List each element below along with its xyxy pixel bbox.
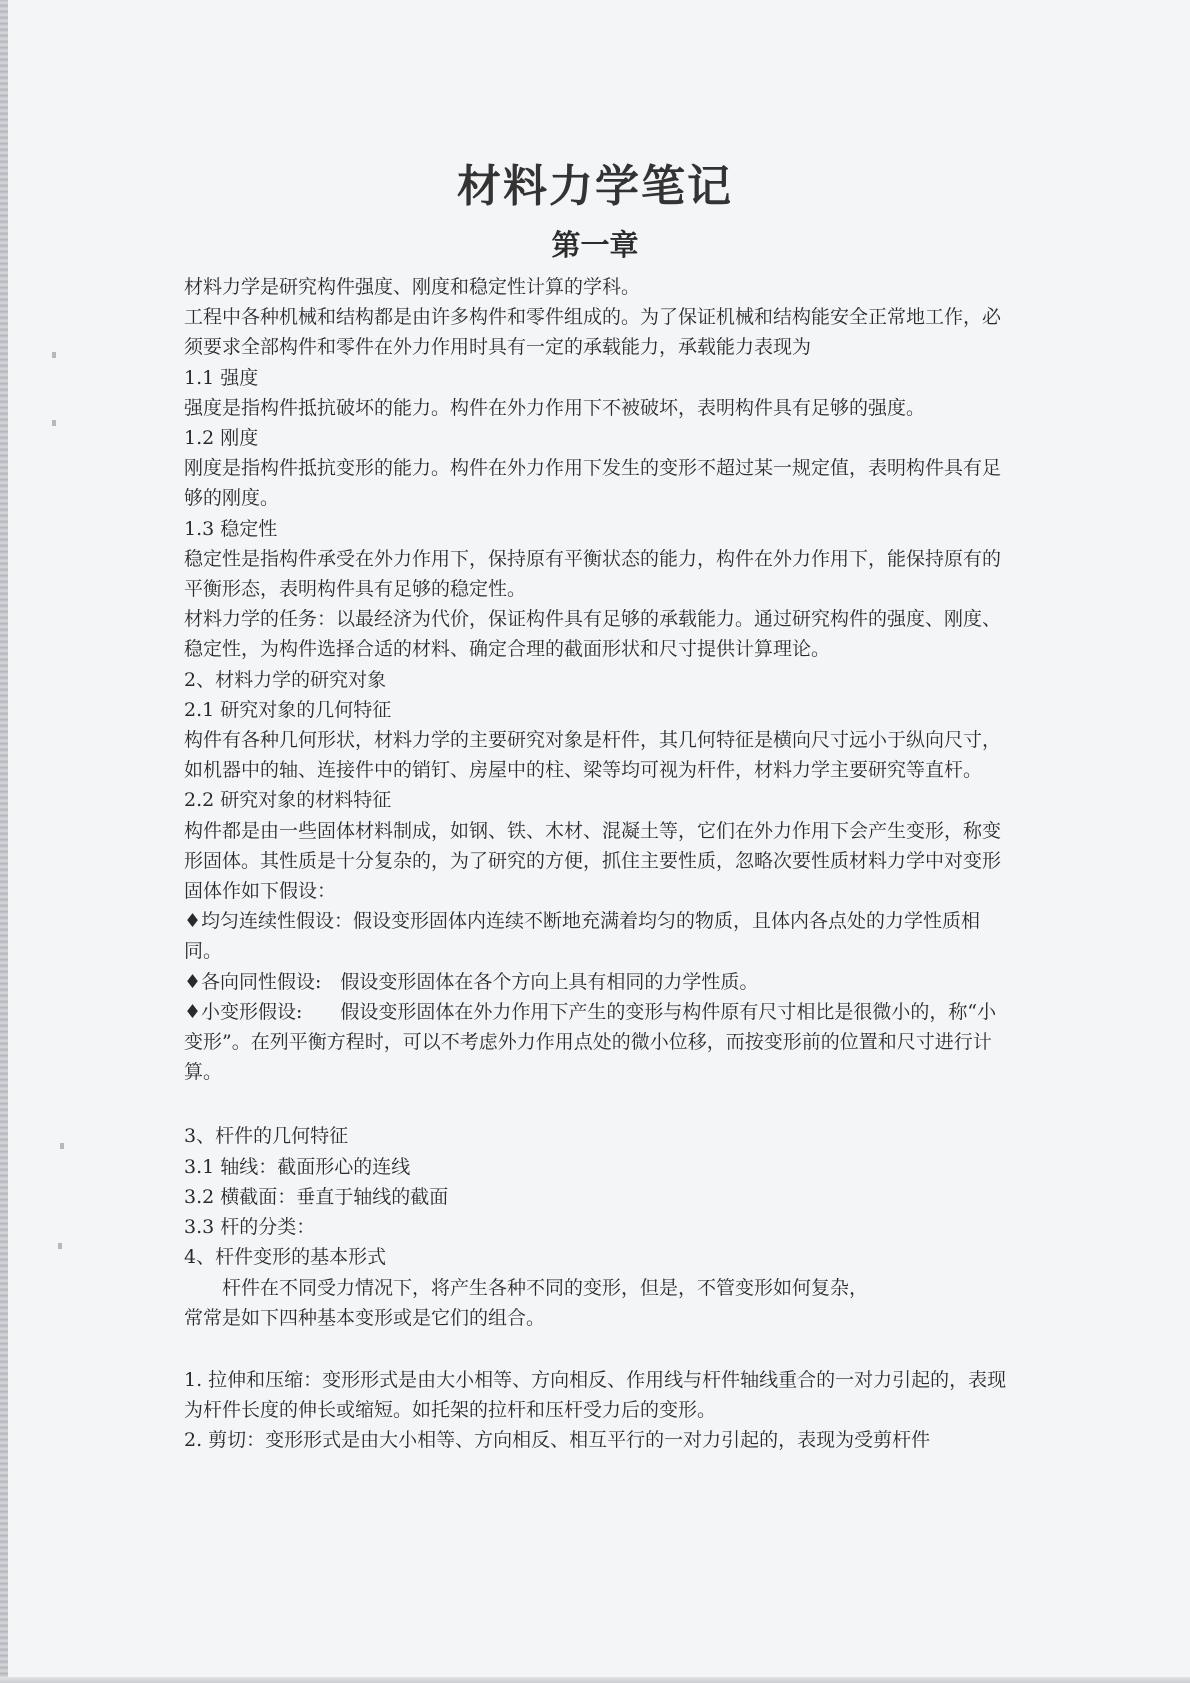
scan-edge-bottom (0, 1677, 1190, 1683)
list-item: 2. 剪切：变形形式是由大小相等、方向相反、相互平行的一对力引起的，表现为受剪杆件 (184, 1429, 931, 1452)
section-heading: 2.1 研究对象的几何特征 (184, 698, 392, 721)
section-heading: 1.3 稳定性 (184, 517, 278, 540)
paragraph: 强度是指构件抵抗破坏的能力。构件在外力作用下不被破坏，表明构件具有足够的强度。 (184, 396, 926, 419)
paragraph: 稳定性是指构件承受在外力作用下，保持原有平衡状态的能力，构件在外力作用下，能保持原有的平衡形态，表明构件具有足够的稳定性。 (184, 547, 1002, 601)
paragraph: 工程中各种机械和结构都是由许多构件和零件组成的。为了保证机械和结构能安全正常地工作，必须要求全部构件和零件在外力作用时具有一定的承载能力，承载能力表现为 (184, 306, 1002, 359)
scan-speck (52, 420, 56, 426)
list-item: 1. 拉伸和压缩：变形形式是由大小相等、方向相反、作用线与杆件轴线重合的一对力引起的，表现为杆件长度的伸长或缩短。如托架的拉杆和压杆受力后的变形。 (184, 1368, 1007, 1422)
paragraph: 构件都是由一些固体材料制成，如钢、铁、木材、混凝土等，它们在外力作用下会产生变形，称变形固体。其性质是十分复杂的，为了研究的方便，抓住主要性质，忽略次要性质材料力学中对变形固体作如下假设： (184, 819, 1002, 903)
section-heading: 3、杆件的几何特征 (184, 1125, 349, 1148)
paragraph: 材料力学是研究构件强度、刚度和稳定性计算的学科。 (184, 276, 641, 298)
paragraph: 杆件在不同受力情况下，将产生各种不同的变形，但是，不管变形如何复杂， (222, 1276, 869, 1299)
assumption-item: ♦各向同性假设: 假设变形固体在各个方向上具有相同的力学性质。 (184, 970, 759, 993)
section-heading: 1.2 刚度 (184, 427, 259, 450)
document-body (184, 272, 1010, 1456)
list-item: 3.3 杆的分类： (184, 1216, 316, 1239)
paragraph: 刚度是指构件抵抗变形的能力。构件在外力作用下发生的变形不超过某一规定值，表明构件具有足够的刚度。 (184, 457, 1002, 510)
section-heading: 2.2 研究对象的材料特征 (184, 789, 392, 812)
paragraph: 材料力学的任务：以最经济为代价，保证构件具有足够的承载能力。通过研究构件的强度、刚度、稳定性，为构件选择合适的材料、确定合理的截面形状和尺寸提供计算理论。 (184, 608, 1002, 661)
chapter-heading: 第一章 (551, 228, 639, 262)
list-item: 3.2 横截面：垂直于轴线的截面 (184, 1185, 449, 1208)
document-title: 材料力学笔记 (457, 161, 733, 212)
scan-speck (60, 1143, 64, 1149)
assumption-item: ♦均匀连续性假设：假设变形固体内连续不断地充满着均匀的物质，且体内各点处的力学性质相同。 (184, 910, 981, 963)
scan-speck (58, 1243, 62, 1249)
paragraph: 常常是如下四种基本变形或是它们的组合。 (184, 1306, 546, 1329)
blank-gap (184, 1333, 1010, 1365)
section-heading: 1.1 强度 (184, 366, 259, 389)
paragraph: 构件有各种几何形状，材料力学的主要研究对象是杆件，其几何特征是横向尺寸远小于纵向尺寸，如机器中的轴、连接件中的销钉、房屋中的柱、梁等均可视为杆件，材料力学主要研究等直杆。 (184, 729, 1002, 782)
scan-speck (52, 352, 56, 358)
section-heading: 4、杆件变形的基本形式 (184, 1246, 387, 1269)
section-heading: 2、材料力学的研究对象 (184, 668, 387, 691)
assumption-item: ♦小变形假设: 假设变形固体在外力作用下产生的变形与构件原有尺寸相比是很微小的，称“小变形”。在列平衡方程时，可以不考虑外力作用点处的微小位移，而按变形前的位置和尺寸进行计算。 (184, 1000, 997, 1084)
blank-gap (184, 1087, 1010, 1121)
list-item: 3.1 轴线：截面形心的连线 (184, 1155, 411, 1178)
